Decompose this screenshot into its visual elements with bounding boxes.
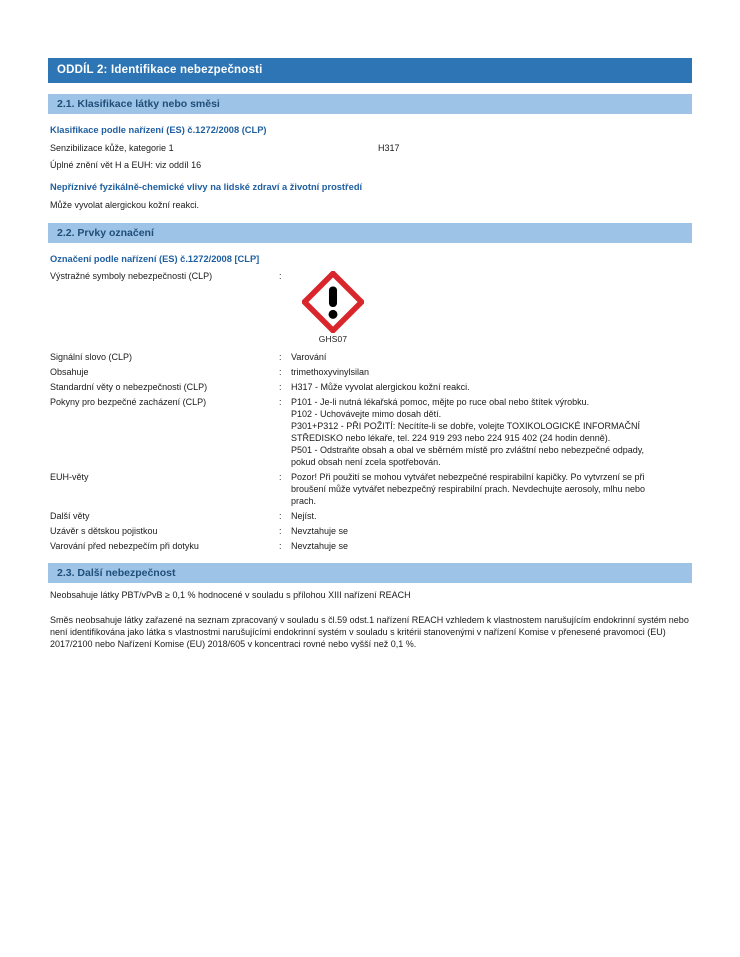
labelling-row-line: P101 - Je-li nutná lékařská pomoc, mějte po ruce obal nebo štítek výrobku. [291, 397, 590, 408]
labelling-row-line: Pozor! Při použití se mohou vytvářet nebezpečné respirabilní kapičky. Po vytvrzení se při [291, 472, 645, 483]
labelling-row-value [291, 526, 692, 538]
pictogram-colon: : [279, 271, 282, 282]
labelling-row-colon: : [279, 352, 282, 363]
labelling-row [48, 367, 692, 379]
labelling-row-line: pokud obsah není zcela spotřebován. [291, 457, 441, 468]
labelling-row-line: P301+P312 - PŘI POŽITÍ: Necítíte-li se dobře, volejte TOXIKOLOGICKÉ INFORMAČNÍ [291, 421, 641, 432]
adverse-effects-text: Může vyvolat alergickou kožní reakci. [50, 199, 200, 210]
labelling-row-label: EUH-věty [50, 472, 89, 483]
subsection-bar-2-3: 2.3. Další nebezpečnost [48, 563, 692, 583]
pictogram-row [48, 271, 692, 349]
ghs-pictogram [297, 271, 369, 344]
labelling-row-line: Nevztahuje se [291, 540, 349, 551]
labelling-row-line: prach. [291, 495, 317, 506]
pictogram-code: GHS07 [318, 334, 348, 345]
classification-heading: Klasifikace podle nařízení (ES) č.1272/2008 (CLP) [50, 125, 267, 136]
labelling-row [48, 511, 692, 523]
labelling-row-colon: : [279, 525, 282, 536]
labelling-row-colon: : [279, 382, 282, 393]
labelling-row-label: Signální slovo (CLP) [50, 352, 133, 363]
other-hazards-paragraph-1: Neobsahuje látky PBT/vPvB ≥ 0,1 % hodnocené v souladu s přílohou XIII nařízení REACH [50, 590, 411, 601]
labelling-row [48, 526, 692, 538]
classification-hazard-code: H317 [378, 143, 400, 154]
classification-label: Senzibilizace kůže, kategorie 1 [50, 143, 174, 154]
labelling-row-line: P501 - Odstraňte obsah a obal ve sběrném místě pro zvláštní nebo nebezpečné odpady, [291, 445, 645, 456]
subsection-bar-2-2: 2.2. Prvky označení [48, 223, 692, 243]
labelling-row-value [291, 472, 692, 508]
exclamation-mark-icon [302, 271, 364, 333]
section-header-bar: ODDÍL 2: Identifikace nebezpečnosti [48, 58, 692, 83]
adverse-effects-heading: Nepříznivé fyzikálně-chemické vlivy na lidské zdraví a životní prostředí [50, 181, 363, 192]
labelling-row-line: Varování [291, 352, 327, 363]
labelling-row-label: Pokyny pro bezpečné zacházení (CLP) [50, 397, 207, 408]
pictogram-label: Výstražné symboly nebezpečnosti (CLP) [50, 271, 213, 282]
labelling-row-line: STŘEDISKO nebo lékaře, tel. 224 919 293 nebo 224 915 402 (24 hodin denně). [291, 433, 611, 444]
labelling-row-value [291, 352, 692, 364]
labelling-row-value [291, 397, 692, 469]
labelling-row-colon: : [279, 472, 282, 483]
labelling-row-value [291, 541, 692, 553]
labelling-row-line: H317 - Může vyvolat alergickou kožní reakci. [291, 382, 470, 393]
labelling-row-line: broušení může vytvářet nebezpečný respirabilní prach. Nevdechujte aerosoly, mlhu nebo [291, 484, 646, 495]
labelling-row-value [291, 511, 692, 523]
labelling-heading: Označení podle nařízení (ES) č.1272/2008 [CLP] [50, 254, 260, 265]
sds-page [48, 0, 692, 651]
labelling-row [48, 352, 692, 364]
labelling-row-line: Nevztahuje se [291, 525, 349, 536]
labelling-row-label: Obsahuje [50, 367, 89, 378]
labelling-row-label: Standardní věty o nebezpečnosti (CLP) [50, 382, 208, 393]
labelling-row-value [291, 382, 692, 394]
labelling-row [48, 382, 692, 394]
labelling-row [48, 541, 692, 553]
labelling-row [48, 472, 692, 508]
subsection-bar-2-1: 2.1. Klasifikace látky nebo směsi [48, 94, 692, 114]
labelling-row-colon: : [279, 510, 282, 521]
labelling-row [48, 397, 692, 469]
labelling-row-value [291, 367, 692, 379]
labelling-row-colon: : [279, 367, 282, 378]
full-text-note: Úplné znění vět H a EUH: viz oddíl 16 [50, 159, 202, 170]
labelling-row-label: Varování před nebezpečím při dotyku [50, 540, 199, 551]
labelling-row-label: Uzávěr s dětskou pojistkou [50, 525, 158, 536]
labelling-row-colon: : [279, 540, 282, 551]
labelling-row-line: trimethoxyvinylsilan [291, 367, 370, 378]
labelling-row-line: P102 - Uchovávejte mimo dosah dětí. [291, 409, 442, 420]
other-hazards-paragraph-2: Směs neobsahuje látky zařazené na seznam zpracovaný v souladu s čl.59 odst.1 nařízení REACH vzhledem k vlastnostem narušujícím endokrinní systém nebo není identifikována jako látka s vlastnostmi narušujícími endokrinní systém v souladu s kritérii stanovenými v nařízení Komise v přenesené pravomoci (EU) 2017/2100 nebo Nařízení Komise (EU) 2018/605 v koncentraci rovné nebo vyšší než 0,1 %. [50, 615, 689, 650]
classification-row [48, 142, 692, 154]
labelling-row-colon: : [279, 397, 282, 408]
labelling-row-label: Další věty [50, 510, 90, 521]
labelling-rows [48, 352, 692, 553]
labelling-row-line: Nejíst. [291, 510, 317, 521]
